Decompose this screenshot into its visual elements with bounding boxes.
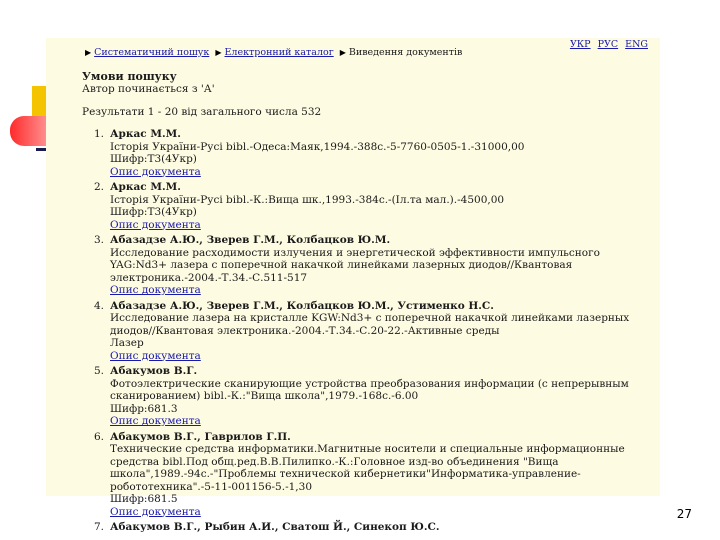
document-details-link[interactable]: Опис документа bbox=[110, 415, 201, 427]
results-summary: Результати 1 - 20 від загального числа 532 bbox=[82, 106, 322, 118]
record-number: 5. bbox=[94, 365, 105, 377]
document-details-link[interactable]: Опис документа bbox=[110, 218, 201, 231]
record-line: Шифр:Т3(4Укр) bbox=[110, 153, 197, 165]
record-number: 6. bbox=[94, 430, 105, 443]
triangle-icon: ▶ bbox=[85, 48, 92, 57]
record-number: 2. bbox=[94, 181, 105, 193]
list-item bbox=[94, 521, 640, 534]
breadcrumb-catalog[interactable]: Електронний каталог bbox=[224, 47, 334, 58]
record-line: Исследование расходимости излучения и энергетической эффективности импульсного YAG:Nd3+ лазера с поперечной накачкой линейками лазерных диодов//Квантовая электроника.-2004.-Т.34.-С.511-517 bbox=[110, 246, 600, 284]
breadcrumb bbox=[82, 47, 462, 60]
list-item bbox=[94, 128, 640, 178]
list-item bbox=[94, 181, 640, 231]
record-author: Абакумов В.Г., Гаврилов Г.П. bbox=[110, 430, 291, 443]
search-conditions-text: Автор починається з 'А' bbox=[82, 83, 215, 95]
list-item bbox=[94, 365, 640, 428]
list-item bbox=[94, 300, 640, 363]
record-author: Аркас М.М. bbox=[110, 181, 181, 193]
document-details-link[interactable]: Опис документа bbox=[110, 349, 201, 362]
breadcrumb-search[interactable]: Систематичний пошук bbox=[94, 47, 210, 58]
slide-page-number: 27 bbox=[676, 507, 692, 521]
triangle-icon: ▶ bbox=[339, 48, 346, 57]
document-details-link[interactable]: Опис документа bbox=[110, 505, 201, 518]
record-author: Абазадзе А.Ю., Зверев Г.М., Колбацков Ю.М., Устименко Н.С. bbox=[110, 299, 494, 312]
record-author: Абакумов В.Г., Рыбин А.И., Сватош Й., Синекоп Ю.С. bbox=[110, 521, 440, 533]
catalog-page bbox=[46, 38, 660, 533]
search-conditions-title: Умови пошуку bbox=[82, 70, 177, 83]
record-number: 7. bbox=[94, 521, 105, 533]
record-line: Історія України-Русі bibl.-К.:Вища шк.,1993.-384с.-(Іл.та мал.).-4500,00 bbox=[110, 193, 505, 206]
record-line: Шифр:681.5 bbox=[110, 493, 178, 505]
document-details-link[interactable]: Опис документа bbox=[110, 165, 201, 178]
record-line: Фотоэлектрические сканирующие устройства преобразования информации (с непрерывным сканированием) bibl.-К.:"Вища школа",1979.-168с.-6.00 bbox=[110, 377, 629, 402]
record-line: Шифр:681.3 bbox=[110, 402, 178, 415]
document-details-link[interactable]: Опис документа bbox=[110, 284, 201, 296]
record-line: Исследование лазера на кристалле KGW:Nd3+ с поперечной накачкой линейками лазерных диодов//Квантовая электроника.-2004.-Т.34.-С.20-22.-Активные среды bbox=[110, 312, 630, 337]
record-author: Абакумов В.Г. bbox=[110, 365, 198, 377]
results-list bbox=[94, 128, 640, 537]
record-line: Лазер bbox=[110, 337, 144, 349]
record-line: Історія України-Русі bibl.-Одеса:Маяк,1994.-388с.-5-7760-0505-1.-31000,00 bbox=[110, 140, 525, 153]
record-author: Абазадзе А.Ю., Зверев Г.М., Колбацков Ю.М. bbox=[110, 234, 391, 246]
list-item bbox=[94, 234, 640, 297]
lang-rus[interactable]: РУС bbox=[597, 39, 619, 50]
language-switcher bbox=[566, 39, 648, 52]
lang-ukr[interactable]: УКР bbox=[569, 39, 591, 50]
list-item bbox=[94, 431, 640, 519]
lang-eng[interactable]: ENG bbox=[625, 39, 648, 50]
record-line: Шифр:Т3(4Укр) bbox=[110, 206, 197, 218]
breadcrumb-current: Виведення документів bbox=[348, 47, 463, 58]
triangle-icon: ▶ bbox=[215, 48, 222, 57]
record-number: 1. bbox=[94, 128, 105, 140]
record-number: 3. bbox=[94, 234, 105, 246]
record-author: Аркас М.М. bbox=[110, 128, 181, 140]
record-number: 4. bbox=[94, 299, 105, 312]
record-line: Технические средства информатики.Магнитные носители и специальные информационные средства bibl.Под общ.ред.В.В.Пилипко.-К.:Головное изд-во объединения "Вища школа",1989.-94с.-"Проблемы технической кибернетики"Информатика-управление-робототехника".-5-11-001156-5.-1,30 bbox=[110, 443, 625, 493]
